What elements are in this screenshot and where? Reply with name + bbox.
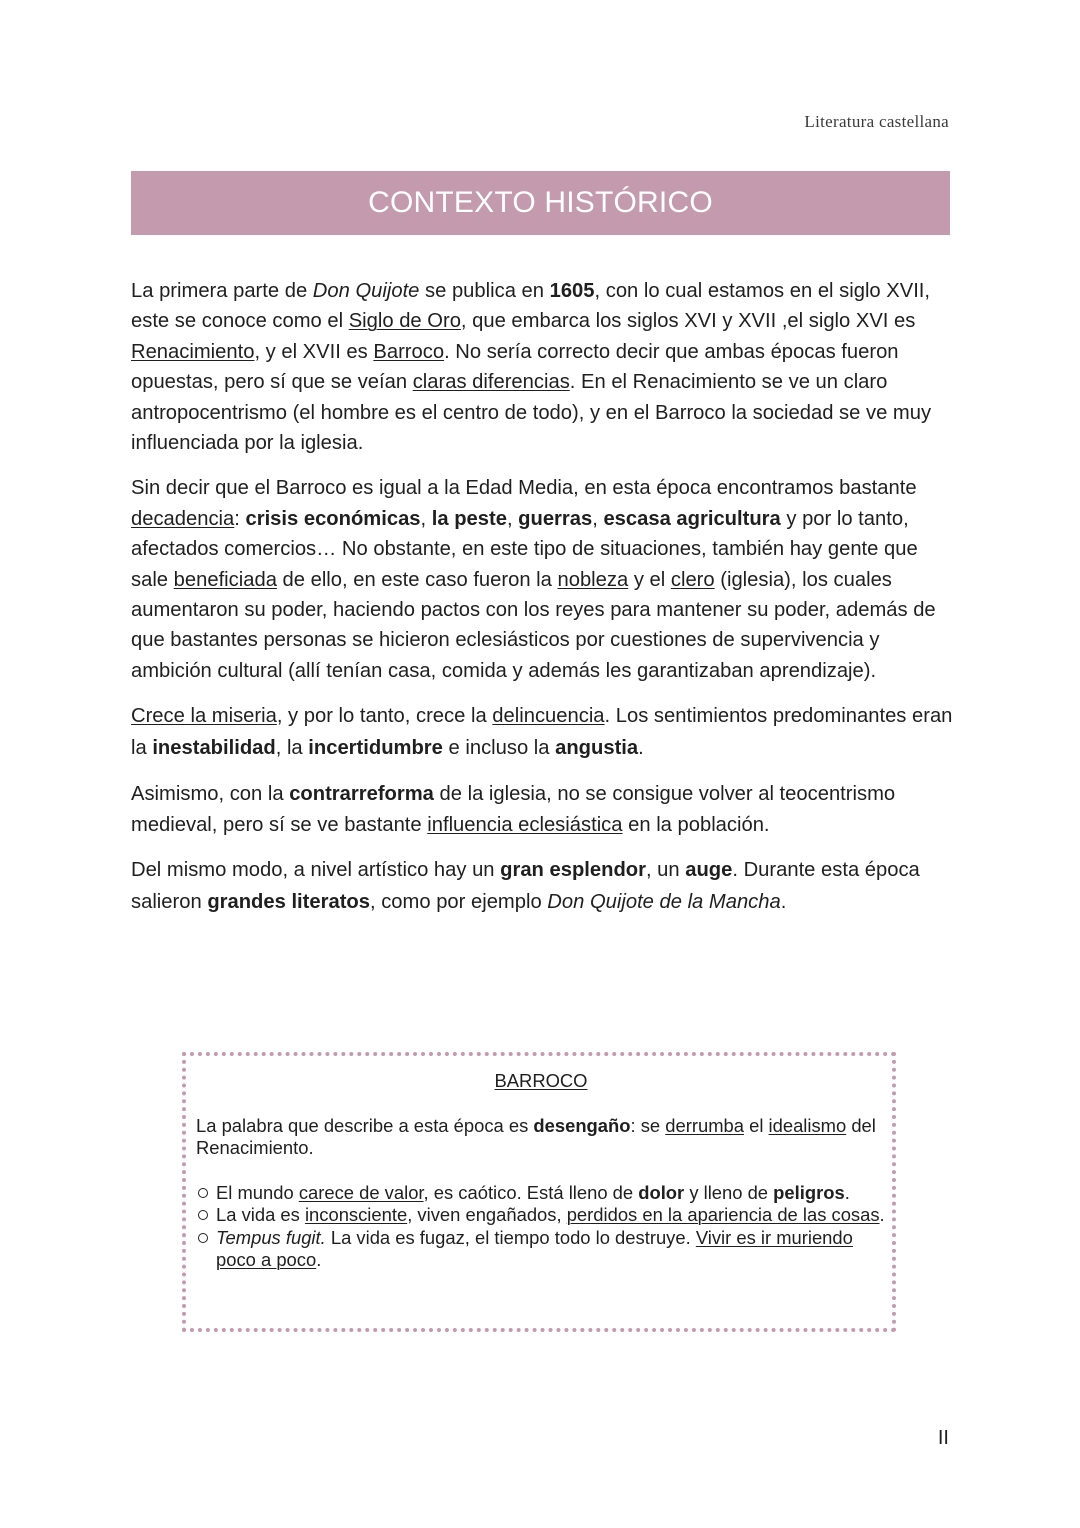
text: en la población.: [622, 813, 770, 836]
bold-text: crisis económicas: [245, 507, 421, 530]
underlined-text: Crece la miseria: [131, 705, 277, 728]
paragraph-3: [131, 701, 953, 764]
text: , la: [275, 736, 309, 759]
paragraph-4: [131, 779, 953, 840]
list-item: [196, 1227, 886, 1272]
text: , viven engañados,: [407, 1204, 567, 1225]
text: ,: [420, 507, 432, 530]
text: . No sería correcto decir que ambas épocas fueron opuestas, pero sí que se veían: [131, 340, 899, 394]
bullet-icon: [198, 1233, 208, 1243]
bold-text: inestabilidad: [152, 736, 276, 759]
text: y el: [628, 568, 671, 591]
running-header: Literatura castellana: [804, 112, 949, 131]
text: ,: [592, 507, 604, 530]
text: La vida es fugaz, el tiempo todo lo destruye.: [325, 1226, 696, 1248]
text: . En el Renacimiento se ve un claro antropocentrismo (el hombre es el centro de todo), y en el Barroco la sociedad se ve muy influenciada por la iglesia.: [131, 371, 932, 455]
bold-text: 1605: [549, 280, 595, 302]
text: y lleno de: [684, 1181, 774, 1203]
text: Sin decir que el Barroco es igual a la Edad Media, en esta época encontramos bastante: [131, 477, 917, 500]
paragraph-2: [131, 473, 953, 686]
text: .: [316, 1249, 322, 1270]
body-text: [131, 276, 953, 933]
paragraph-1: [131, 276, 953, 458]
text: se publica en: [419, 280, 550, 302]
text: , como por ejemplo: [370, 890, 548, 913]
underlined-text: idealismo: [768, 1114, 847, 1136]
bold-text: incertidumbre: [308, 736, 443, 759]
list-item: [196, 1182, 886, 1205]
text: La primera parte de: [131, 280, 313, 302]
italic-text: Don Quijote: [312, 280, 420, 302]
bold-text: guerras: [518, 507, 593, 530]
underlined-text: BARROCO: [494, 1070, 588, 1091]
underlined-text: decadencia: [131, 507, 235, 530]
underlined-text: beneficiada: [173, 568, 277, 591]
underlined-text: Barroco: [373, 340, 445, 363]
text: .: [844, 1181, 850, 1203]
text: El mundo: [216, 1181, 299, 1203]
italic-text: Tempus fugit.: [216, 1226, 326, 1248]
underlined-text: Siglo de Oro: [348, 310, 461, 333]
text: de ello, en este caso fueron la: [276, 568, 558, 591]
text: e incluso la: [442, 736, 556, 759]
text: , que embarca los siglos XVI y XVII ,el siglo XVI es: [460, 310, 916, 333]
text: La palabra que describe a esta época es: [196, 1114, 534, 1136]
underlined-text: influencia eclesiástica: [427, 813, 623, 836]
underlined-text: derrumba: [665, 1114, 744, 1136]
bullet-icon: [198, 1210, 208, 1220]
underlined-text: carece de valor: [298, 1181, 424, 1203]
bold-text: grandes literatos: [207, 890, 370, 913]
text: La vida es: [216, 1204, 305, 1225]
summary-box-lead: [196, 1115, 886, 1160]
bold-text: gran esplendor: [500, 859, 646, 882]
text: , es caótico. Está lleno de: [423, 1181, 639, 1203]
underlined-text: inconsciente: [304, 1204, 408, 1225]
text: el: [743, 1114, 769, 1136]
bold-text: la peste: [431, 507, 507, 530]
text: del Renacimiento.: [196, 1114, 876, 1158]
bold-text: peligros: [773, 1181, 845, 1203]
text: Del mismo modo, a nivel artístico hay un: [131, 859, 501, 882]
list-item: [196, 1204, 886, 1227]
underlined-text: delincuencia: [492, 705, 605, 728]
italic-text: Don Quijote de la Mancha: [547, 890, 781, 913]
text: de la iglesia, no se consigue volver al teocentrismo medieval, pero sí se ve bastante: [131, 783, 896, 836]
underlined-text: perdidos en la apariencia de las cosas: [566, 1204, 880, 1225]
paragraph-5: [131, 855, 953, 918]
text: Asimismo, con la: [131, 783, 290, 806]
summary-box-title: [196, 1070, 886, 1093]
text: .: [879, 1204, 885, 1225]
text: . Durante esta época salieron: [131, 859, 920, 913]
text: :: [234, 507, 246, 530]
barroco-summary-box: [182, 1052, 896, 1332]
bold-text: escasa agricultura: [603, 507, 781, 530]
bold-text: contrarreforma: [289, 783, 434, 806]
bold-text: dolor: [638, 1181, 685, 1203]
text: . Los sentimientos predominantes eran la: [131, 705, 953, 759]
underlined-text: nobleza: [557, 568, 629, 591]
page-number: II: [937, 1427, 949, 1449]
underlined-text: Renacimiento: [131, 340, 255, 363]
text: (iglesia), los cuales aumentaron su poder, haciendo pactos con los reyes para mantener su poder, además de que bastantes personas se hicieron eclesiásticos por cuestiones de supervivencia y ambición cultural (allí tenían casa, comida y además les garantizaban aprendizaje).: [131, 568, 936, 682]
text: , un: [645, 859, 686, 882]
text: .: [780, 890, 787, 913]
text: , y el XVII es: [254, 340, 374, 363]
summary-box-content: [196, 1070, 886, 1272]
underlined-text: clero: [670, 568, 715, 591]
bold-text: auge: [685, 859, 733, 882]
bold-text: angustia: [555, 736, 639, 759]
text: .: [638, 736, 644, 759]
underlined-text: Vivir es ir muriendo poco a poco: [216, 1226, 853, 1270]
text: : se: [630, 1114, 666, 1136]
bullet-icon: [198, 1188, 208, 1198]
page-title: CONTEXTO HISTÓRICO: [368, 186, 713, 219]
bold-text: desengaño: [533, 1114, 631, 1136]
title-banner: [131, 171, 950, 235]
summary-list: [196, 1182, 886, 1272]
text: , y por lo tanto, crece la: [276, 705, 493, 728]
text: ,: [506, 507, 519, 530]
underlined-text: claras diferencias: [412, 371, 570, 394]
text: y por lo tanto, afectados comercios… No obstante, en este tipo de situaciones, también hay gente que sale: [131, 507, 918, 591]
text: , con lo cual estamos en el siglo XVII, este se conoce como el: [131, 280, 931, 333]
